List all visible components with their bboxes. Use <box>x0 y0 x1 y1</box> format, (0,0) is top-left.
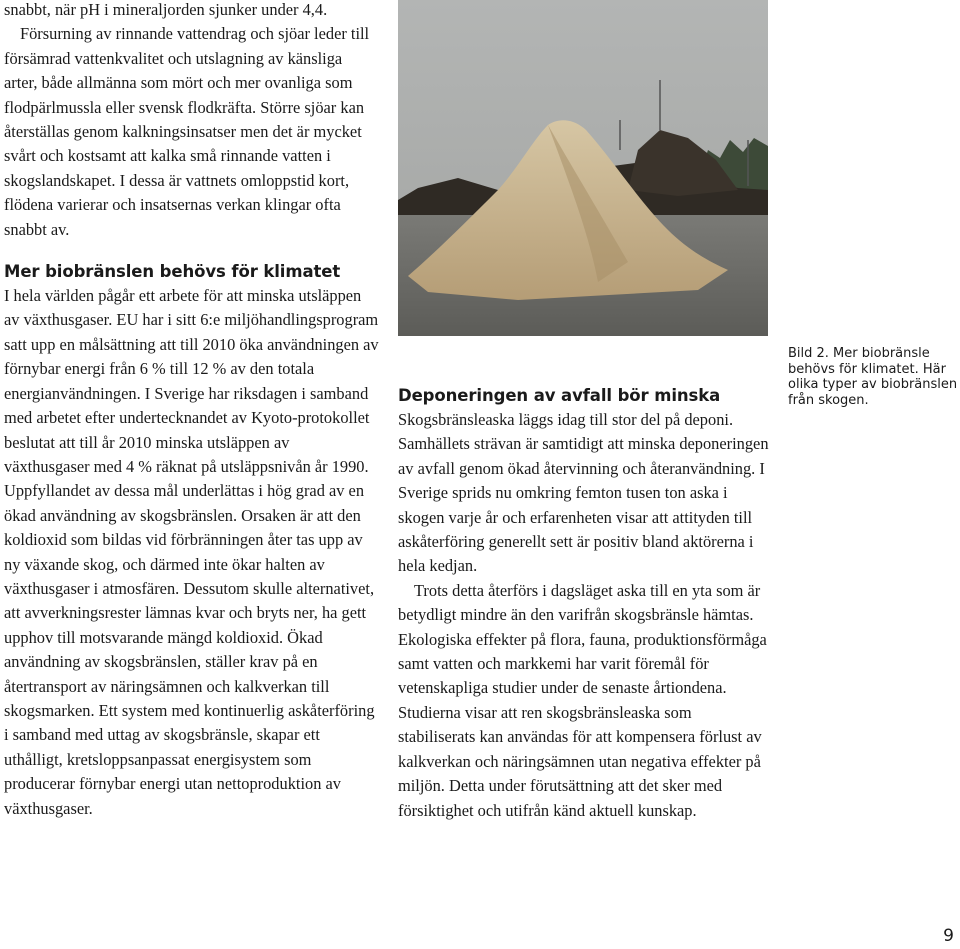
left-text-column <box>4 0 379 821</box>
landfill-paragraph-1: Skogsbränsleaska läggs idag till stor del på deponi. Samhällets strävan är samtidigt att minska deponeringen av avfall genom ökad återvinning och återanvändning. I Sverige sprids nu omkring femton tusen ton aska i skogen varje år och erfarenheten visar att attityden till askåterföring generellt sett är positiv bland aktörerna i hela kedjan. <box>398 410 769 576</box>
acidification-paragraph: Försurning av rinnande vattendrag och sjöar leder till försämrad vattenkvalitet och utslagning av känsliga arter, både allmänna som mört och mer ovanliga som flodpärlmussla eller svensk flodkräfta. Större sjöar kan återställas genom kalkningsinsatser men det är mycket svårt och kostsamt att kalka små rinnande vatten i skogslandskapet. I dessa är vattnets omloppstid kort, flödena varierar och insatsernas verkan klingar ofta snabbt av. <box>4 24 370 239</box>
wood-chip-pile-photo <box>398 0 768 336</box>
page-number: 9 <box>943 926 954 946</box>
middle-text-column <box>398 384 770 823</box>
wood-chip-pile-image <box>398 0 768 336</box>
intro-paragraph-continued: snabbt, när pH i mineraljorden sjunker under 4,4. <box>4 0 328 19</box>
biofuels-paragraph: I hela världen pågår ett arbete för att minska utsläppen av växthusgaser. EU har i sitt 6:e miljöhandlingsprogram satt upp en målsättning att till 2010 öka användningen av förnybar energi från 6 % till 12 % av den totala energianvändningen. I Sverige har riksdagen i samband med arbetet efter undertecknandet av Kyoto-protokollet beslutat att till år 2010 minska utsläppen av växthusgaser med 4 % räknat på utsläppsnivån år 1990. Uppfyllandet av dessa mål underlättas i hög grad av en ökad användning av skogsbränslen. Orsaken är att den koldioxid som bildas vid förbränningen åter tas upp av ny växande skog, och därmed inte ökar halten av växthusgaser i atmosfären. Dessutom skulle alternativet, att avverkningsrester lämnas kvar och bryts ner, ha gett upphov till motsvarande mängd koldioxid. Ökad användning av skogsbränslen, ställer krav på en återtransport av näringsämnen och kalkverkan till skogsmarken. Ett system med kontinuerlig askåterföring i samband med uttag av skogsbränsle, skapar ett uthålligt, kretsloppsanpassat energisystem som producerar förnybar energi utan nettoproduktion av växthusgaser. <box>4 286 379 818</box>
section-heading-biofuels: Mer biobränslen behövs för klimatet <box>4 262 341 282</box>
landfill-paragraph-2: Trots detta återförs i dagsläget aska till en yta som är betydligt mindre än den varifrån skogsbränsle hämtas. Ekologiska effekter på flora, fauna, produktionsförmåga samt vatten och markkemi har varit föremål för vetenskapliga studier under de senaste årtiondena. Studierna visar att ren skogsbränsleaska som stabiliserats kan användas för att kompensera förlust av kalkverkan och näringsämnen utan negativa effekter på miljön. Detta under förutsättning att det sker med försiktighet och utifrån känd aktuell kunskap. <box>398 580 767 820</box>
photo-caption: Bild 2. Mer biobränsle behövs för klimatet. Här olika typer av biobränslen från skogen. <box>788 346 958 408</box>
section-heading-landfill: Deponeringen av avfall bör minska <box>398 386 721 405</box>
